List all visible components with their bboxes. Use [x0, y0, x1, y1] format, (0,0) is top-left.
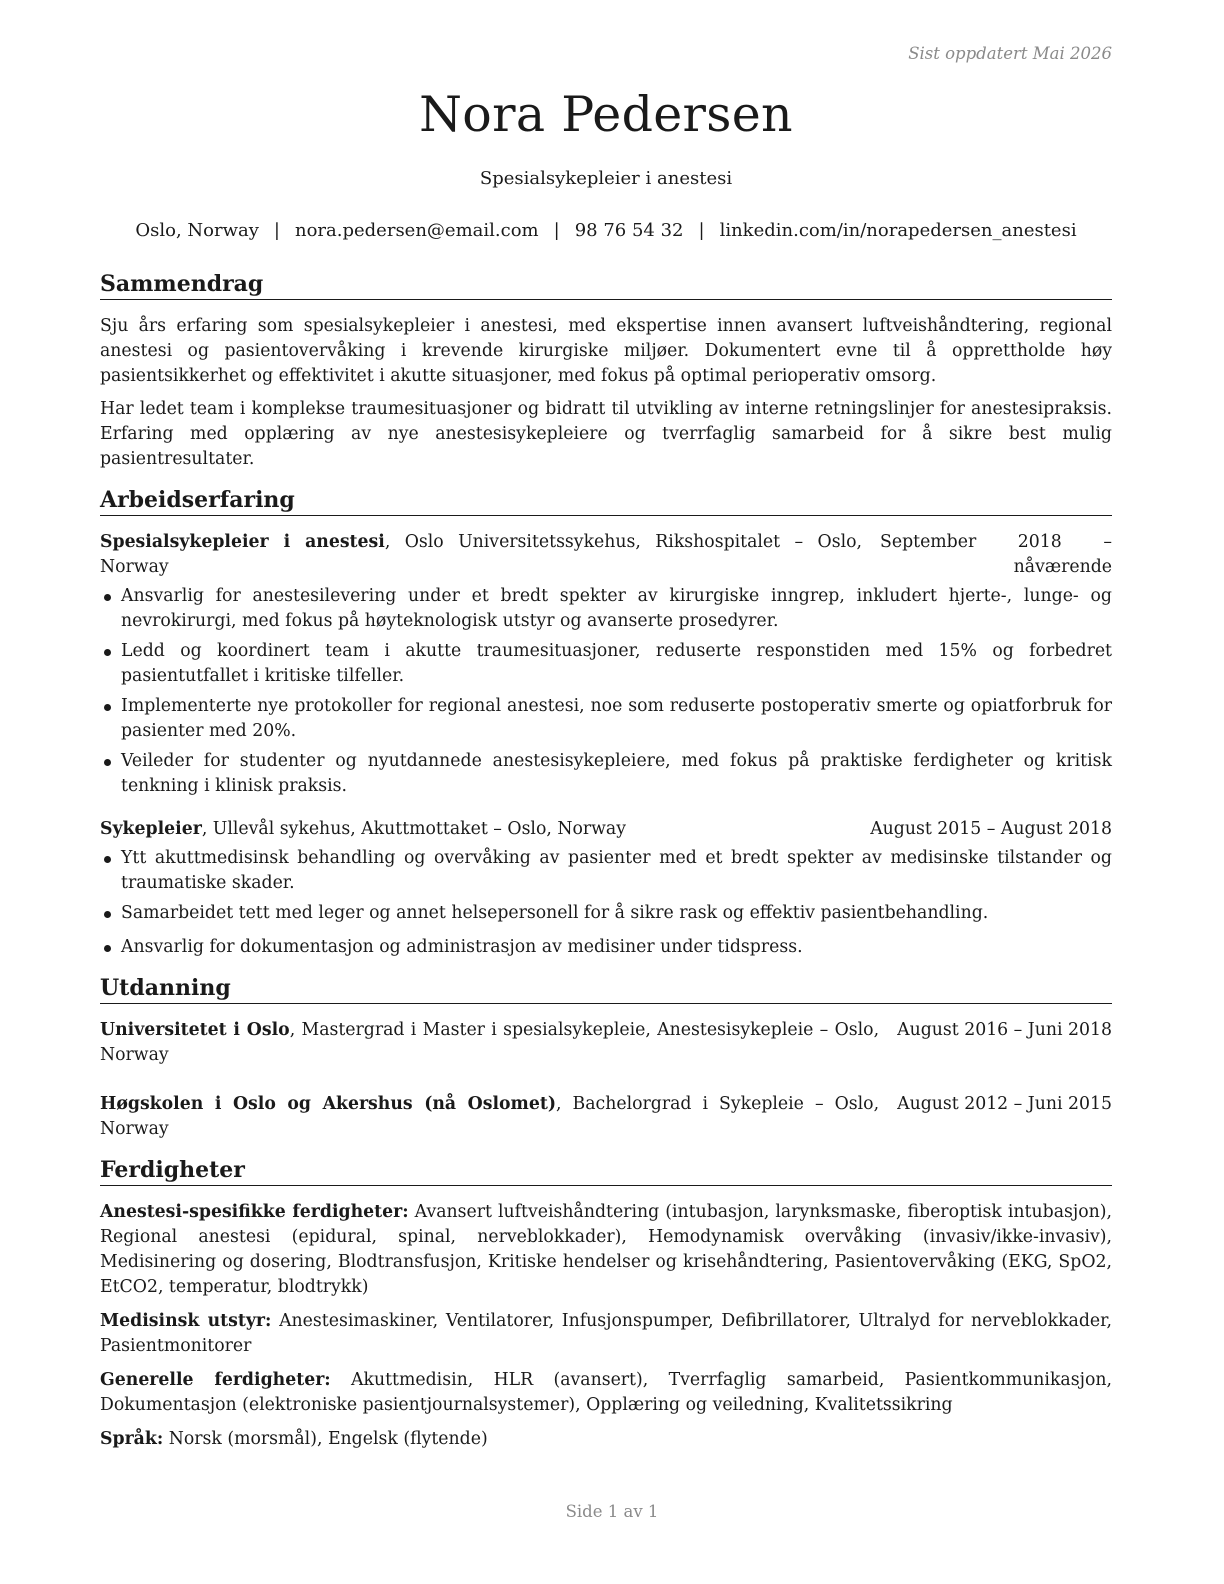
skill-group [100, 1200, 1112, 1300]
section-title-experience: Arbeidserfaring [100, 486, 1112, 516]
skill-text: Avansert luftveishåndtering (intubasjon, larynksmaske, fiberoptisk intubasjon), Regional anestesi (epidural, spinal, nerveblokkader), Hemodynamisk overvåking (invasiv/ikke-invasiv), Medisinering og dosering, Blodtransfusjon, Kritiske hendelser og krisehåndtering, Pasientovervåking (EKG, SpO2, EtCO2, temperatur, blodtrykk) [100, 1202, 1112, 1297]
job-role: Spesialsykepleier i anestesi [100, 532, 385, 552]
list-item: Samarbeidet tett med leger og annet helsepersonell for å sikre rask og effektiv pasientbehandling. [100, 901, 1112, 926]
contact-phone: 98 76 54 32 [574, 220, 684, 241]
page-number: Side 1 av 1 [565, 1502, 659, 1521]
education-dates: August 2012 – Juni 2015 [897, 1094, 1112, 1114]
job-header [100, 530, 1112, 580]
skill-text: Norsk (morsmål), Engelsk (flytende) [163, 1429, 488, 1449]
school-name: Høgskolen i Oslo og Akershus (nå Oslomet) [100, 1094, 556, 1114]
job-dates: August 2015 – August 2018 [870, 819, 1112, 839]
education-entry [100, 1092, 1112, 1142]
education-dates: August 2016 – Juni 2018 [897, 1020, 1112, 1040]
contact-separator: | [553, 220, 560, 241]
skill-text: Anestesimaskiner, Ventilatorer, Infusjonspumper, Defibrillatorer, Ultralyd for nerveblokkader, Pasientmonitorer [100, 1311, 1112, 1356]
summary-paragraph: Har ledet team i komplekse traumesituasjoner og bidratt til utvikling av interne retningslinjer for anestesipraksis. Erfaring med opplæring av nye anestesisykepleiere og tverrfaglig samarbeid for å sikre best mulig pasientresultater. [100, 399, 1112, 469]
degree-detail: , Mastergrad i Master i spesialsykepleie, Anestesisykepleie – Oslo, Norway [100, 1020, 880, 1065]
skill-label: Generelle ferdigheter: [100, 1370, 331, 1390]
job-place: , Oslo Universitetssykehus, Rikshospitalet – Oslo, Norway [100, 532, 862, 577]
job-title: Spesialsykepleier i anestesi [479, 168, 733, 189]
skill-label: Medisinsk utstyr: [100, 1311, 272, 1331]
list-item: Ansvarlig for dokumentasjon og administrasjon av medisiner under tidspress. [100, 935, 1112, 960]
contact-separator: | [273, 220, 280, 241]
school-name: Universitetet i Oslo [100, 1020, 290, 1040]
last-updated: Sist oppdatert Mai 2026 [908, 44, 1112, 63]
section-title-summary: Sammendrag [100, 270, 1112, 300]
job-bullets [100, 584, 1112, 799]
section-title-education: Utdanning [100, 974, 1112, 1004]
education-line [100, 1018, 879, 1068]
list-item: Ansvarlig for anestesilevering under et bredt spekter av kirurgiske inngrep, inkludert hjerte-, lunge- og nevrokirurgi, med fokus på høyteknologisk utstyr og avanserte prosedyrer. [100, 584, 1112, 634]
contact-separator: | [698, 220, 705, 241]
education-entry [100, 1018, 1112, 1068]
section-title-skills: Ferdigheter [100, 1156, 1112, 1186]
skill-group [100, 1427, 1112, 1452]
contact-linkedin[interactable]: linkedin.com/in/norapedersen_anestesi [719, 220, 1077, 241]
skill-label: Anestesi-spesifikke ferdigheter: [100, 1202, 409, 1222]
contact-email[interactable]: nora.pedersen@email.com [295, 220, 539, 241]
contact-location: Oslo, Norway [135, 220, 259, 241]
list-item: Ledd og koordinert team i akutte traumesituasjoner, reduserte responstiden med 15% og forbedret pasientutfallet i kritiske tilfeller. [100, 639, 1112, 689]
skill-group [100, 1368, 1112, 1418]
job-place: , Ullevål sykehus, Akuttmottaket – Oslo, Norway [201, 819, 626, 839]
degree-detail: , Bachelorgrad i Sykepleie – Oslo, Norway [100, 1094, 880, 1139]
skill-label: Språk: [100, 1429, 164, 1449]
education-line [100, 1092, 879, 1142]
job-header [100, 817, 1112, 842]
list-item: Veileder for studenter og nyutdannede anestesisykepleiere, med fokus på praktiske ferdigheter og kritisk tenkning i klinisk praksis. [100, 749, 1112, 799]
job-bullets [100, 846, 1112, 960]
resume-content [100, 270, 1112, 1452]
job-title-line [100, 530, 862, 580]
job-title-line [100, 817, 852, 842]
list-item: Implementerte nye protokoller for regional anestesi, noe som reduserte postoperativ smerte og opiatforbruk for pasienter med 20%. [100, 694, 1112, 744]
contact-line [100, 220, 1112, 241]
job-dates: September 2018 – nåværende [880, 532, 1112, 577]
skill-text: Akuttmedisin, HLR (avansert), Tverrfaglig samarbeid, Pasientkommunikasjon, Dokumentasjon (elektroniske pasientjournalsystemer), Opplæring og veiledning, Kvalitetssikring [100, 1370, 1112, 1415]
list-item: Ytt akuttmedisinsk behandling og overvåking av pasienter med et bredt spekter av medisinske tilstander og traumatiske skader. [100, 846, 1112, 896]
job-role: Sykepleier [100, 819, 202, 839]
summary-paragraph: Sju års erfaring som spesialsykepleier i anestesi, med ekspertise innen avansert luftveishåndtering, regional anestesi og pasientovervåking i krevende kirurgiske miljøer. Dokumentert evne til å opprettholde høy pasientsikkerhet og effektivitet i akutte situasjoner, med fokus på optimal perioperativ omsorg. [100, 316, 1112, 386]
skill-group [100, 1309, 1112, 1359]
person-name: Nora Pedersen [419, 86, 793, 143]
